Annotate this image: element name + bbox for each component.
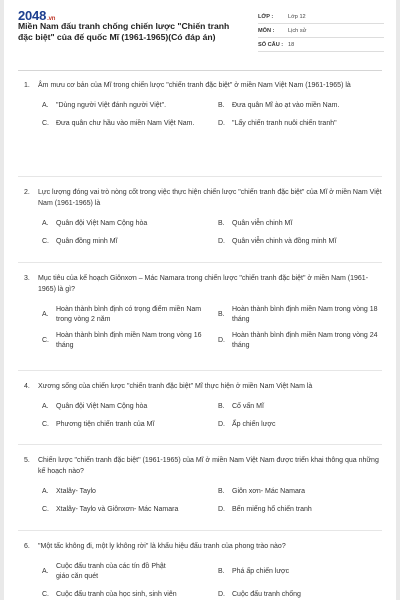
question-item <box>18 80 382 176</box>
option-letter: D. <box>218 591 225 598</box>
option-letter: B. <box>218 568 225 575</box>
question-text <box>18 273 382 295</box>
option-letter: C. <box>42 120 49 127</box>
question-number: 1. <box>24 82 30 89</box>
meta-key: LỚP : <box>258 13 274 20</box>
option-text: Cuộc đấu tranh của học sinh, sinh viên <box>56 591 177 598</box>
logo-text: 2048 <box>18 8 47 23</box>
option-text: "Lấy chiến tranh nuôi chiến tranh" <box>232 120 337 127</box>
option-a[interactable] <box>42 101 214 111</box>
option-letter: B. <box>218 403 225 410</box>
option-text: Xtalây- Taylo và Giônxơn- Mác Namara <box>56 506 179 513</box>
options-grid <box>18 219 382 247</box>
option-d[interactable] <box>218 590 390 600</box>
document-meta <box>258 10 384 52</box>
options-grid <box>18 487 382 515</box>
question-text <box>18 80 382 91</box>
option-b[interactable] <box>218 487 390 497</box>
meta-value: Lớp 12 <box>288 13 306 20</box>
option-letter: C. <box>42 421 49 428</box>
option-a[interactable] <box>42 402 214 412</box>
option-b[interactable] <box>218 305 390 325</box>
option-text: Quân đội Việt Nam Cộng hòa <box>56 403 148 410</box>
header-divider <box>18 70 382 71</box>
meta-value: Lịch sử <box>288 27 307 34</box>
option-a[interactable] <box>42 562 214 582</box>
option-text: Cuộc đấu tranh của các tín đồ Phật giáo căn quét <box>56 563 166 580</box>
question-body: Âm mưu cơ bản của Mĩ trong chiến lược "chiến tranh đặc biệt" ở miền Nam Việt Nam (1961-1965) là <box>38 82 351 89</box>
option-letter: C. <box>42 337 49 344</box>
option-text: Đưa quân Mĩ ào ạt vào miền Nam. <box>232 102 340 109</box>
meta-row-subject <box>258 24 384 38</box>
option-letter: C. <box>42 506 49 513</box>
option-text: Quân đội Việt Nam Cộng hòa <box>56 220 148 227</box>
option-c[interactable] <box>42 505 214 515</box>
option-c[interactable] <box>42 237 214 247</box>
question-text <box>18 455 382 477</box>
question-number: 3. <box>24 275 30 282</box>
question-text <box>18 541 382 552</box>
option-d[interactable] <box>218 237 390 247</box>
question-body: Xương sống của chiến lược "chiến tranh đặc biệt" Mĩ thực hiện ở miền Nam Việt Nam là <box>38 383 313 390</box>
option-c[interactable] <box>42 331 214 351</box>
option-text: Quân đồng minh Mĩ <box>56 238 118 245</box>
options-grid <box>18 402 382 430</box>
option-letter: D. <box>218 421 225 428</box>
option-letter: A. <box>42 102 49 109</box>
option-text: Bến miếng hổ chiến tranh <box>232 506 312 513</box>
option-letter: B. <box>218 102 225 109</box>
question-body: "Một tấc không đi, một ly không rời" là khẩu hiệu đấu tranh của phong trào nào? <box>38 543 286 550</box>
question-item <box>18 444 382 530</box>
option-text: Hoàn thành bình định miền Nam trong vòng 18 tháng <box>232 306 378 323</box>
option-text: Xtalây- Taylo <box>56 488 96 495</box>
question-item <box>18 530 382 600</box>
question-body: Mục tiêu của kế hoạch Giônxơn – Mác Namara trong chiến lược "chiến tranh đặc biệt" ở miền Nam (1961-1965) là gì? <box>38 275 369 293</box>
option-letter: A. <box>42 488 49 495</box>
option-a[interactable] <box>42 487 214 497</box>
option-letter: C. <box>42 238 49 245</box>
option-d[interactable] <box>218 119 390 129</box>
option-c[interactable] <box>42 590 214 600</box>
option-letter: D. <box>218 506 225 513</box>
option-letter: B. <box>218 220 225 227</box>
option-text: Hoàn thành bình định miền Nam trong vòng 24 tháng <box>232 332 378 349</box>
option-text: "Dùng người Việt đánh người Việt". <box>56 102 167 109</box>
option-letter: A. <box>42 403 49 410</box>
option-d[interactable] <box>218 505 390 515</box>
option-c[interactable] <box>42 420 214 430</box>
option-letter: D. <box>218 238 225 245</box>
question-body: Chiến lược "chiến tranh đặc biệt" (1961-1965) của Mĩ ở miền Nam Việt Nam được triển khai thông qua những kế hoạch nào? <box>38 457 379 475</box>
option-text: Cuộc đấu tranh chống <box>232 591 301 598</box>
question-number: 6. <box>24 543 30 550</box>
document-page <box>4 0 396 600</box>
option-b[interactable] <box>218 219 390 229</box>
options-grid <box>18 101 382 129</box>
document-header <box>4 0 396 68</box>
options-grid <box>18 562 382 600</box>
option-b[interactable] <box>218 101 390 111</box>
question-body: Lực lượng đóng vai trò nòng cốt trong việc thực hiện chiến lược "chiến tranh đặc biệt" của Mĩ ở miền Nam Việt Nam (1961-1965) là <box>38 189 382 207</box>
option-text: Phá ấp chiến lược <box>232 568 290 575</box>
option-a[interactable] <box>42 219 214 229</box>
option-letter: A. <box>42 220 49 227</box>
question-number: 5. <box>24 457 30 464</box>
meta-key: MÔN : <box>258 27 275 34</box>
document-title: Miền Nam đấu tranh chống chiến lược "Chiến tranh đặc biệt" của đế quốc Mĩ (1961-1965)(Có đáp án) <box>18 21 230 42</box>
option-letter: A. <box>42 568 49 575</box>
meta-row-count <box>258 38 384 52</box>
option-text: Hoàn thành bình định miền Nam trong vòng 16 tháng <box>56 332 202 349</box>
option-d[interactable] <box>218 420 390 430</box>
question-item <box>18 176 382 262</box>
option-letter: A. <box>42 311 49 318</box>
option-d[interactable] <box>218 331 390 351</box>
option-letter: B. <box>218 311 225 318</box>
question-number: 2. <box>24 189 30 196</box>
meta-row-class <box>258 10 384 24</box>
question-text <box>18 187 382 209</box>
option-c[interactable] <box>42 119 214 129</box>
question-item <box>18 370 382 444</box>
logo-tld: .vn <box>47 16 56 22</box>
option-b[interactable] <box>218 562 390 582</box>
option-text: Phương tiện chiến tranh của Mĩ <box>56 421 155 428</box>
question-list <box>18 80 382 600</box>
option-text: Quân viễn chinh Mĩ <box>232 220 293 227</box>
option-a[interactable] <box>42 305 214 325</box>
options-grid <box>18 305 382 351</box>
meta-value: 18 <box>288 41 295 48</box>
option-letter: D. <box>218 120 225 127</box>
question-number: 4. <box>24 383 30 390</box>
meta-key: SỐ CÂU : <box>258 41 284 48</box>
option-b[interactable] <box>218 402 390 412</box>
option-letter: C. <box>42 591 49 598</box>
option-letter: D. <box>218 337 225 344</box>
option-text: Ấp chiến lược <box>232 421 276 428</box>
option-letter: B. <box>218 488 225 495</box>
option-text: Quân viễn chinh và đồng minh Mĩ <box>232 238 337 245</box>
option-text: Đưa quân chư hầu vào miền Nam Việt Nam. <box>56 120 195 127</box>
option-text: Giôn xơn- Mác Namara <box>232 488 306 495</box>
question-text <box>18 381 382 392</box>
option-text: Hoàn thành bình định có trọng điểm miền Nam trong vòng 2 năm <box>56 306 202 323</box>
option-text: Cố vấn Mĩ <box>232 403 264 410</box>
question-item <box>18 262 382 370</box>
